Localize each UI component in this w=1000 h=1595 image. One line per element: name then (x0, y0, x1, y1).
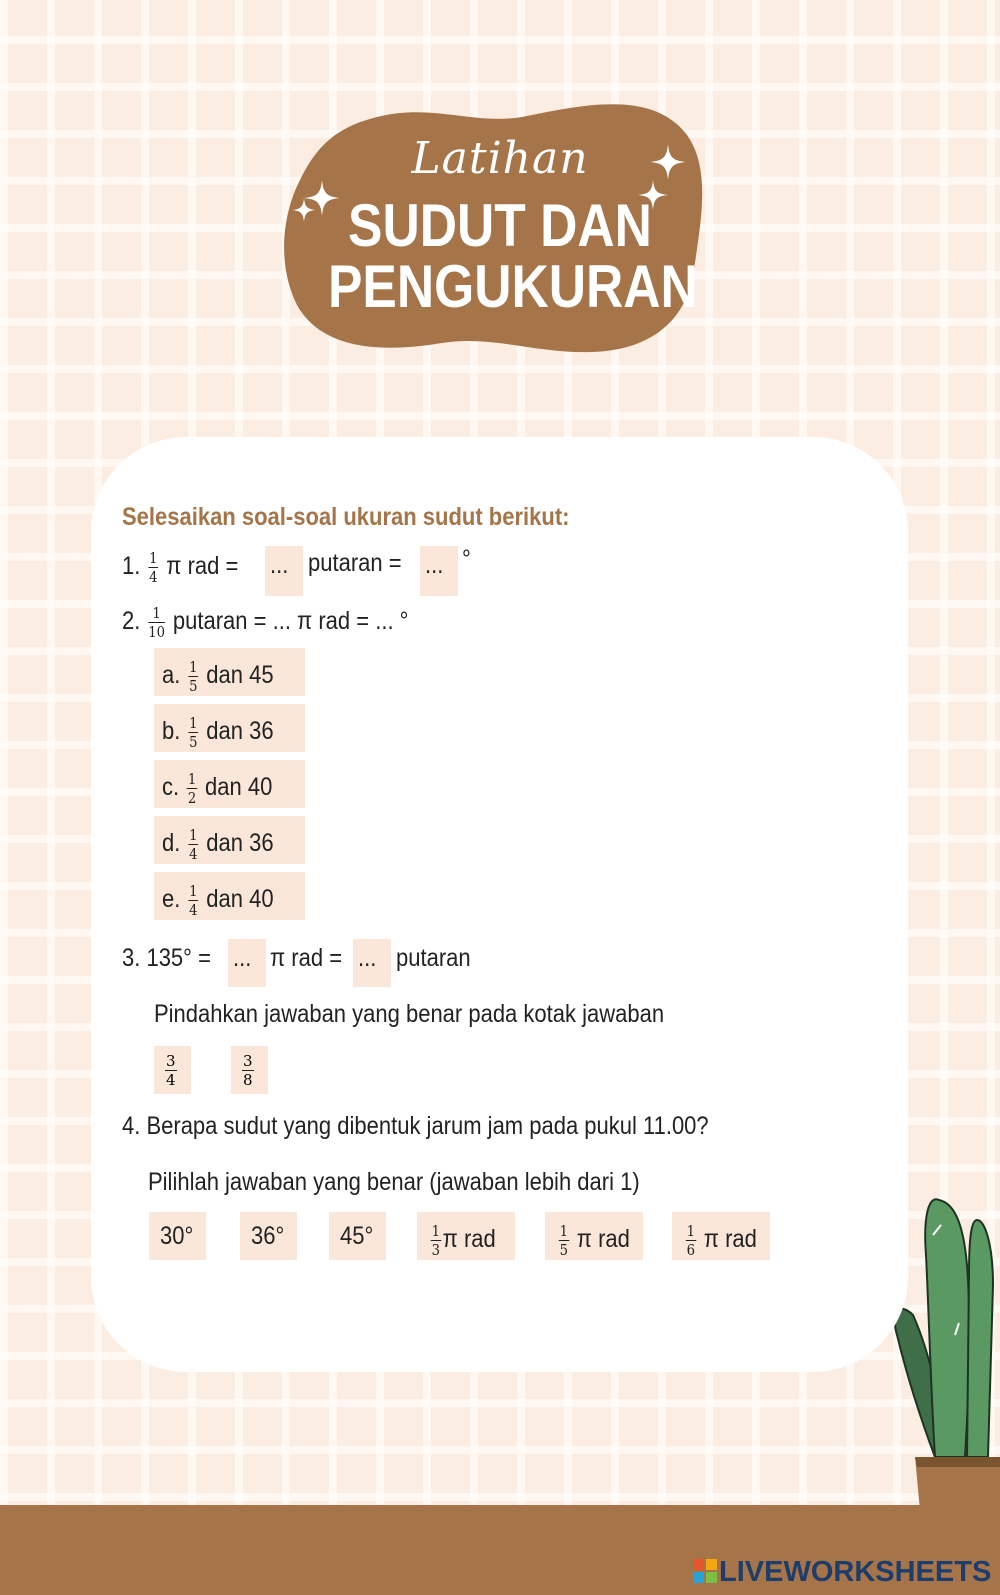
draggable-chip[interactable] (231, 1046, 268, 1094)
question-3-mid: π rad = (270, 944, 343, 972)
fraction: $\frac{3}{4}$ (166, 1052, 176, 1089)
fraction: $\frac{3}{8}$ (243, 1052, 253, 1089)
option-tile[interactable]: b. $\frac{1}{5}$ dan 36 (154, 704, 305, 752)
answer-blank-text: ... (425, 551, 444, 579)
liveworksheets-icon (693, 1559, 717, 1583)
q1-putaran-label: putaran = (308, 549, 402, 577)
main-title (328, 192, 698, 320)
option-tile[interactable]: e. $\frac{1}{4}$ dan 40 (154, 872, 305, 920)
question-4: 4. Berapa sudut yang dibentuk jarum jam pada pukul 11.00? (122, 1112, 709, 1140)
choice-tile-fifth-pi[interactable]: $\frac{1}{5}$ π rad (545, 1212, 643, 1260)
liveworksheets-logo: LIVEWORKSHEETS (693, 1556, 991, 1589)
cactus-plant-illustration (893, 1195, 1000, 1595)
drag-instruction: Pindahkan jawaban yang benar pada kotak jawaban (154, 1000, 665, 1028)
fraction: $\frac{1}{4}$ (149, 549, 158, 586)
drop-target-text: ... (233, 944, 252, 972)
choice-tile-36[interactable]: 36° (240, 1212, 297, 1260)
choice-tile-sixth-pi[interactable]: $\frac{1}{6}$ π rad (672, 1212, 770, 1260)
q4-sub-instruction: Pilihlah jawaban yang benar (jawaban lebih dari 1) (148, 1168, 640, 1196)
fraction: $\frac{1}{10}$ (148, 604, 166, 641)
drop-target-text: ... (358, 944, 377, 972)
answer-blank-text: ... (270, 551, 289, 579)
instruction-heading: Selesaikan soal-soal ukuran sudut berikut: (122, 503, 570, 531)
draggable-chip[interactable] (154, 1046, 191, 1094)
option-tile[interactable]: a. $\frac{1}{5}$ dan 45 (154, 648, 305, 696)
question-number: 1. (122, 552, 141, 581)
option-tile[interactable]: c. $\frac{1}{2}$ dan 40 (154, 760, 305, 808)
main-title-line2: PENGUKURAN (328, 253, 698, 320)
main-title-line1: SUDUT DAN (348, 192, 652, 259)
degree-symbol: ° (462, 545, 471, 573)
question-3-prefix: 3. 135° = (122, 944, 211, 972)
script-title: Latihan (411, 133, 589, 184)
choice-tile-30[interactable]: 30° (149, 1212, 206, 1260)
question-1: 1. $\frac{1}{4}$ π rad = (122, 549, 239, 586)
option-tile[interactable]: d. $\frac{1}{4}$ dan 36 (154, 816, 305, 864)
question-3-suffix: putaran (396, 944, 471, 972)
choice-tile-45[interactable]: 45° (329, 1212, 386, 1260)
question-2: 2. $\frac{1}{10}$ putaran = ... π rad = ... ° (122, 604, 409, 641)
choice-tile-third-pi[interactable]: $\frac{1}{3}$ π rad (417, 1212, 515, 1260)
